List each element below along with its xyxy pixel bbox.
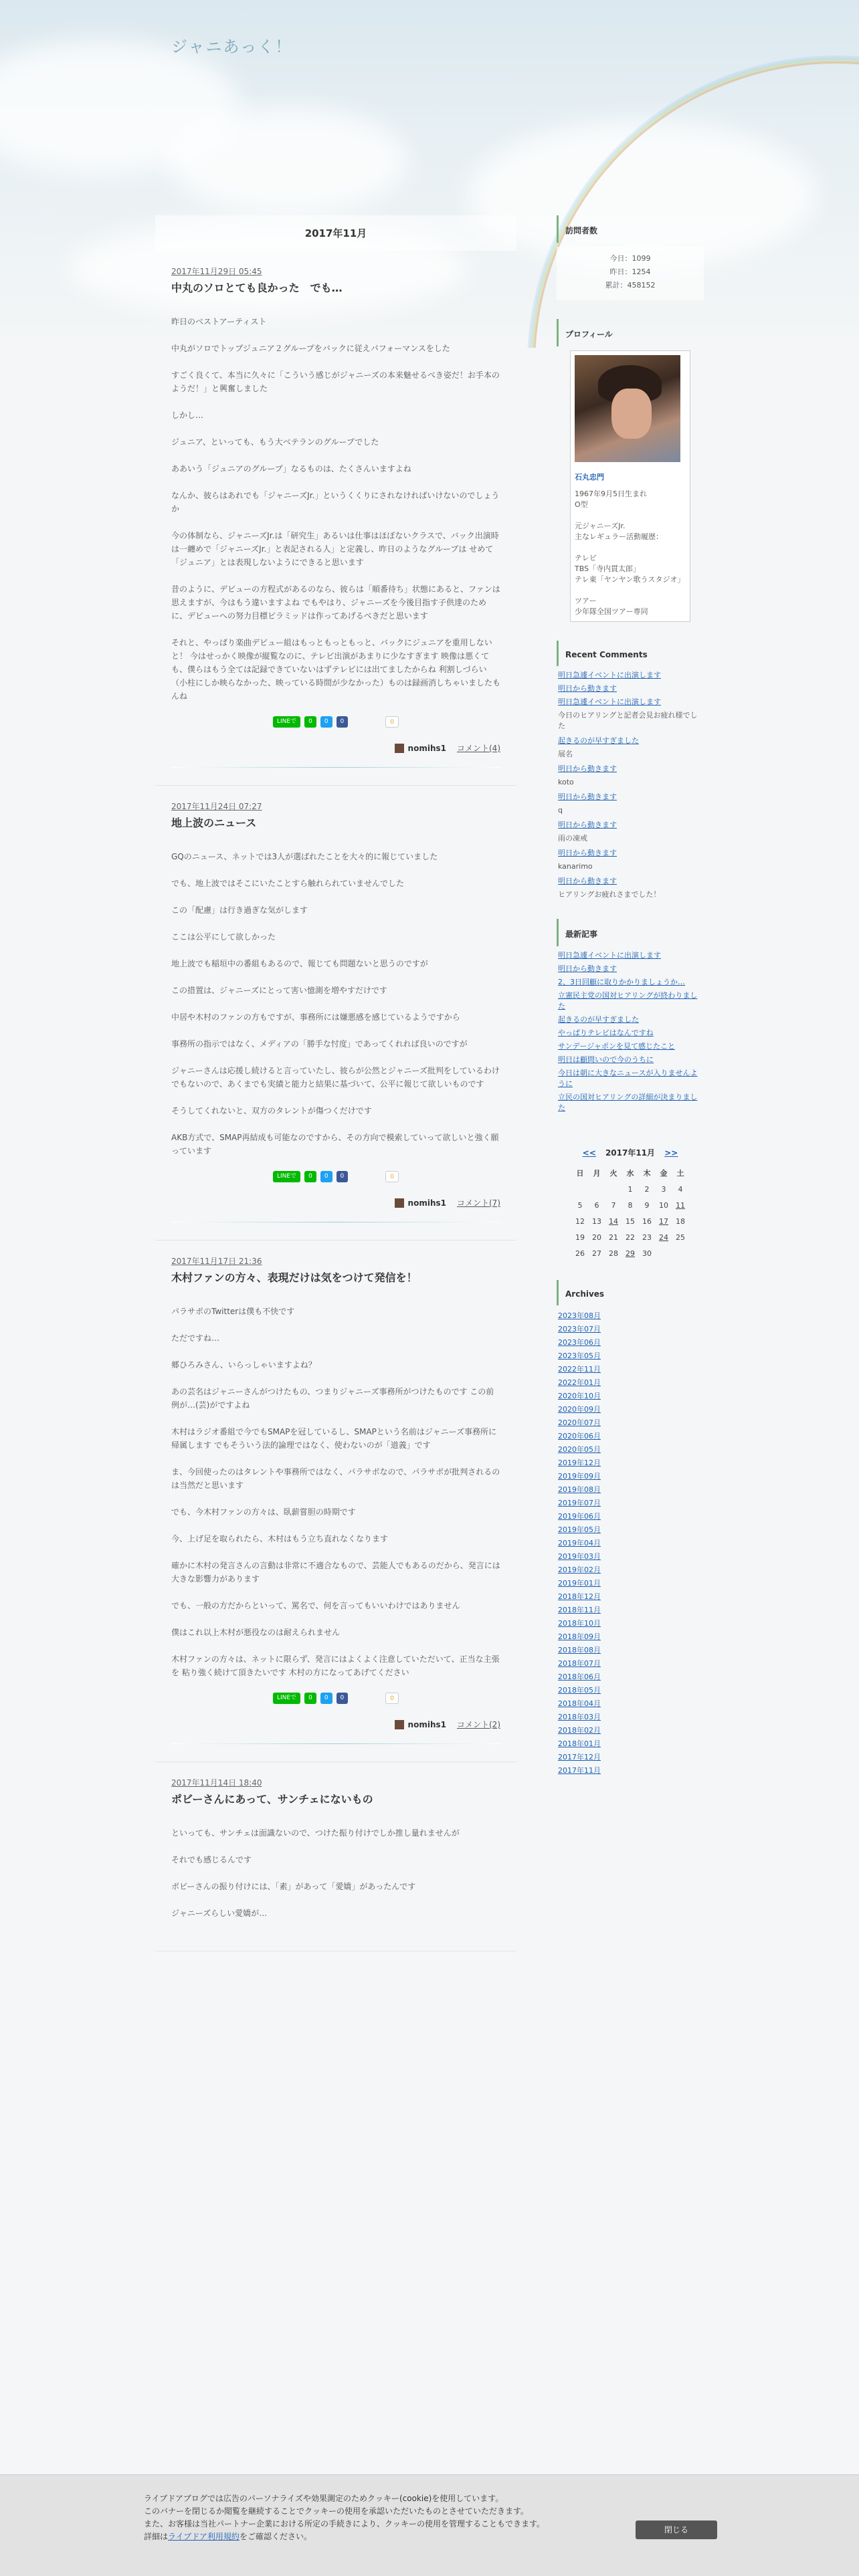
comment-link[interactable]: コメント(2) — [457, 1720, 500, 1729]
archive-link[interactable]: 2018年12月 — [558, 1592, 601, 1601]
post-list — [155, 251, 516, 1951]
recent-post-link[interactable]: 明日から動きます — [558, 964, 617, 973]
calendar-day: 25 — [676, 1232, 685, 1242]
calendar-day — [605, 1181, 622, 1197]
calendar-day[interactable]: 14 — [609, 1216, 618, 1226]
archive-link[interactable]: 2019年03月 — [558, 1552, 601, 1561]
post-paragraph: 中居や木村のファンの方もですが、事務所には嫌悪感を感じているようですから — [171, 1012, 460, 1022]
calendar-day: 28 — [609, 1249, 618, 1258]
archive-link[interactable]: 2019年08月 — [558, 1485, 601, 1494]
facebook-like-button[interactable]: 0 — [337, 1693, 349, 1704]
post-paragraph: それと、やっぱり楽曲デビュー組はもっともっともっと、バックにジュニアを重用しないと！ 今はせっかく映像が縦覧なのに、テレビ出演があまりに少なすぎます 映像は悪くても、僕らはもう全ては記録できていないはずテレビには出てましたからね 利割しづらい（小柱にしか映らなかった、映っている時間が少なかった）ものは録画消しちゃいましたもんね — [171, 638, 501, 701]
post-paragraph: 木村はラジオ番組で今でもSMAPを冠しているし、SMAPという名前はジャニーズ事務所に帰属します でもそういう法的論理ではなく、使わないのが「道義」です — [171, 1427, 496, 1450]
post-meta — [171, 742, 500, 754]
calendar-day: 5 — [577, 1200, 583, 1210]
calendar-day: 26 — [575, 1249, 585, 1258]
archive-link[interactable]: 2018年11月 — [558, 1606, 601, 1614]
archive-link[interactable]: 2023年05月 — [558, 1352, 601, 1360]
archive-link[interactable]: 2017年11月 — [558, 1766, 601, 1775]
calendar-day[interactable]: 29 — [626, 1249, 635, 1258]
archive-link[interactable]: 2019年07月 — [558, 1499, 601, 1507]
post-date-link[interactable]: 2017年11月24日 07:27 — [171, 802, 262, 811]
profile-widget — [557, 319, 704, 622]
recent-post-link[interactable]: 2、3日回顧に取りかかりましょうか… — [558, 978, 685, 986]
post-paragraph: 木村ファンの方々は、ネットに限らず、発言にはよくよく注意していただいて、正当な主張を 粘り強く続けて頂きたいです 木村の方になってあげてください — [171, 1654, 500, 1677]
archive-link[interactable]: 2019年01月 — [558, 1579, 601, 1588]
archives-widget — [557, 1280, 704, 1778]
archive-link[interactable]: 2019年09月 — [558, 1472, 601, 1481]
archive-link[interactable]: 2020年10月 — [558, 1392, 601, 1400]
archive-link[interactable]: 2019年05月 — [558, 1525, 601, 1534]
post-paragraph: でも、一般の方だからといって、罵名で、何を言ってもいいわけではありません — [171, 1601, 460, 1610]
cookie-banner — [0, 2474, 859, 2576]
post-paragraph: 僕はこれ以上木村が悪役なのは耐えられません — [171, 1628, 341, 1637]
line-count-button[interactable]: 0 — [304, 716, 316, 728]
recent-posts-widget — [557, 919, 704, 1113]
share-buttons — [171, 716, 500, 728]
post-title[interactable]: ポビーさんにあって、サンチェにないもの — [171, 1793, 373, 1806]
calendar-day[interactable]: 17 — [659, 1216, 668, 1226]
post-paragraph: でも、地上波ではそこにいたことすら触れられていませんでした — [171, 879, 405, 888]
author-avatar-icon — [395, 1198, 404, 1208]
calendar-month: 2017年11月 — [605, 1148, 656, 1158]
post-body — [171, 1305, 500, 1679]
widget-heading: 最新記事 — [557, 919, 704, 946]
post-meta — [171, 1719, 500, 1730]
calendar-day: 15 — [626, 1216, 635, 1226]
post-paragraph: それでも感じるんです — [171, 1855, 252, 1864]
author-avatar-icon — [395, 1720, 404, 1729]
share-buttons — [171, 1693, 500, 1704]
blog-post — [155, 1241, 516, 1762]
calendar-weekday: 金 — [660, 1169, 668, 1178]
widget-heading: Recent Comments — [557, 641, 704, 666]
comment-link[interactable]: コメント(4) — [457, 744, 500, 753]
post-title[interactable]: 木村ファンの方々、表現だけは気をつけて発信を！ — [171, 1271, 417, 1284]
calendar-weekday: 火 — [609, 1169, 617, 1178]
post-paragraph: 昔のように、デビューの方程式があるのなら、彼らは「順番待ち」状態にあると、ファンは思えますが、今はもう違いますよね でもやはり、ジャニーズを今後目指す子供達のために、デビューへの努力目標ピラミッドは作ってあげるべきだと思います — [171, 584, 500, 621]
calendar-day[interactable]: 24 — [659, 1232, 668, 1242]
post-paragraph: 今、上げ足を取られたら、木村はもう立ち直れなくなります — [171, 1534, 389, 1543]
post-paragraph: ポビーさんの振り付けには、「素」があって「愛嬌」があったんです — [171, 1882, 416, 1891]
post-paragraph: なんか、彼らはあれでも「ジャニーズJr.」というくくりにされなければいけないのでしょうか — [171, 491, 500, 514]
blog-post — [155, 251, 516, 786]
archive-link[interactable]: 2023年08月 — [558, 1311, 601, 1320]
archive-link[interactable]: 2020年06月 — [558, 1432, 601, 1440]
profile-photo — [575, 355, 680, 462]
calendar-prev-link[interactable]: << — [582, 1148, 596, 1158]
line-share-button[interactable]: LINEで — [273, 716, 300, 728]
month-heading: 2017年11月 — [155, 215, 516, 251]
calendar-widget — [557, 1147, 704, 1261]
calendar-day: 21 — [609, 1232, 618, 1242]
profile-name[interactable]: 石丸忠門 — [575, 473, 604, 481]
recent-post-link[interactable]: 立憲民主党の国対ヒアリングが終わりました — [558, 991, 698, 1010]
twitter-share-button[interactable]: 0 — [320, 1693, 332, 1704]
calendar-next-link[interactable]: >> — [664, 1148, 678, 1158]
calendar-day — [572, 1181, 589, 1197]
post-paragraph: 地上波でも稲垣中の番組もあるので、報じても問題ないと思うのですが — [171, 959, 428, 968]
blog-post — [155, 1762, 516, 1951]
hatena-bookmark-button[interactable]: 0 — [385, 716, 399, 728]
post-paragraph: しかし… — [171, 411, 204, 420]
recent-comment-author: q — [558, 806, 563, 815]
calendar-day: 1 — [628, 1184, 633, 1194]
archive-link[interactable]: 2018年10月 — [558, 1619, 601, 1628]
archive-link[interactable]: 2018年02月 — [558, 1726, 601, 1735]
post-paragraph: 今の体制なら、ジャニーズJr.は「研究生」あるいは仕事はほぼないクラスで、バック出演時は一纏めで「ジャニーズJr.」と表記される人」と定義し、昨日のようなグループは せめて「ジュニア」とは表現しないようにできると思います — [171, 531, 499, 567]
archive-link[interactable]: 2020年09月 — [558, 1405, 601, 1414]
post-author[interactable] — [395, 744, 446, 753]
recent-comment-author: 雨の凍戒 — [558, 834, 587, 843]
calendar-day: 12 — [575, 1216, 585, 1226]
post-author[interactable] — [395, 1198, 446, 1208]
recent-comment-link[interactable]: 明日から動きます — [558, 792, 617, 801]
archive-link[interactable]: 2018年03月 — [558, 1713, 601, 1721]
calendar-day: 6 — [594, 1200, 599, 1210]
post-paragraph: パラサポのTwitterは僕も不快です — [171, 1307, 295, 1316]
calendar-day: 4 — [678, 1184, 683, 1194]
archive-link[interactable]: 2018年04月 — [558, 1699, 601, 1708]
archive-link[interactable]: 2018年05月 — [558, 1686, 601, 1695]
calendar-day: 18 — [676, 1216, 685, 1226]
archive-link[interactable]: 2020年05月 — [558, 1445, 601, 1454]
archive-link[interactable]: 2017年12月 — [558, 1753, 601, 1761]
post-paragraph: ジュニア、といっても、もう大ベテランのグループでした — [171, 437, 379, 447]
recent-comment-link[interactable]: 明日から動きます — [558, 821, 617, 829]
archive-link[interactable]: 2020年07月 — [558, 1418, 601, 1427]
cookie-line: 詳細はライブドア利用規約をご確認ください。 — [144, 2532, 312, 2541]
recent-comments-widget — [557, 641, 704, 900]
post-divider — [171, 1743, 500, 1744]
calendar-day: 16 — [642, 1216, 652, 1226]
recent-comment-link[interactable]: 起きるのが早すぎました — [558, 736, 639, 745]
recent-comment-link[interactable]: 明日から動きます — [558, 849, 617, 857]
post-paragraph: ここは公平にして欲しかった — [171, 932, 276, 942]
post-paragraph: GQのニュース、ネットでは3人が選ばれたことを大々的に報じていました — [171, 852, 438, 861]
archive-link[interactable]: 2018年07月 — [558, 1659, 601, 1668]
recent-post-link[interactable]: 起きるのが早すぎました — [558, 1015, 639, 1024]
calendar-day: 30 — [642, 1249, 652, 1258]
post-paragraph: この「配慮」は行き過ぎな気がします — [171, 905, 308, 915]
counter-total: 累計：458152 — [605, 281, 656, 290]
recent-comment-author: kanarimo — [558, 862, 593, 871]
archive-link[interactable]: 2019年12月 — [558, 1459, 601, 1467]
calendar-day[interactable]: 11 — [676, 1200, 685, 1210]
archive-link[interactable]: 2018年01月 — [558, 1739, 601, 1748]
recent-post-link[interactable]: 立民の国対ヒアリングの詳細が決まりました — [558, 1093, 698, 1112]
calendar-day: 20 — [592, 1232, 601, 1242]
calendar-day — [672, 1245, 689, 1261]
post-paragraph: ま、今回使ったのはタレントや事務所ではなく、パラサポなので、パラサポが批判されるのは当然だと思います — [171, 1467, 500, 1490]
calendar-table — [572, 1165, 689, 1261]
comment-link[interactable]: コメント(7) — [457, 1198, 500, 1208]
archive-link[interactable]: 2019年04月 — [558, 1539, 601, 1547]
counter-yesterday: 昨日：1254 — [609, 267, 651, 276]
archive-link[interactable]: 2023年06月 — [558, 1338, 601, 1347]
recent-post-link[interactable]: 今日は朝に大きなニュースが入りませんように — [558, 1069, 698, 1088]
recent-post-link[interactable]: 明日急遽イベントに出演します — [558, 951, 661, 960]
calendar-day: 22 — [626, 1232, 635, 1242]
recent-post-link[interactable]: やっぱりテレビはなんですね — [558, 1029, 654, 1037]
author-name[interactable]: nomihs1 — [407, 1198, 446, 1208]
line-share-button[interactable]: LINEで — [273, 1171, 300, 1182]
post-paragraph: 事務所の指示ではなく、メディアの「勝手な忖度」であってくれれば良いのですが — [171, 1039, 468, 1049]
hatena-bookmark-button[interactable]: 0 — [385, 1171, 399, 1182]
author-name[interactable]: nomihs1 — [407, 743, 446, 753]
archive-link[interactable]: 2018年08月 — [558, 1646, 601, 1654]
post-paragraph: ああいう「ジュニアのグループ」なるものは、たくさんいますよね — [171, 464, 411, 473]
post-author[interactable] — [395, 1720, 446, 1729]
recent-post-link[interactable]: 明日は顧問いので今のうちに — [558, 1055, 654, 1064]
recent-comment-link[interactable]: 明日から動きます — [558, 684, 617, 693]
recent-post-link[interactable]: サンデージャポンを見て感じたこと — [558, 1042, 676, 1051]
twitter-share-button[interactable]: 0 — [320, 716, 332, 728]
post-date-link[interactable]: 2017年11月29日 05:45 — [171, 267, 262, 276]
widget-heading: プロフィール — [557, 319, 704, 346]
facebook-like-button[interactable]: 0 — [337, 1171, 349, 1182]
post-paragraph: でも、今木村ファンの方々は、臥薪嘗胆の時期です — [171, 1507, 356, 1517]
recent-comment-link[interactable]: 明日急遽イベントに出演します — [558, 697, 661, 706]
profile-text: 1967年9月5日生まれ O型 元ジャニーズJr. 主なレギュラー活動履歴： テレビ TBS「寺内貫太郎」 テレ東「ヤンヤン歌うスタジオ」 ツアー 少年隊全国ツアー専同 — [575, 490, 685, 616]
cookie-text — [144, 2492, 612, 2543]
calendar-day: 27 — [592, 1249, 601, 1258]
twitter-share-button[interactable]: 0 — [320, 1171, 332, 1182]
calendar-day: 10 — [659, 1200, 668, 1210]
calendar-weekday: 水 — [626, 1169, 634, 1178]
post-paragraph: ジャニーさんは応援し続けると言っていたし、彼らが公然とジャニーズ批判をしているわけでもないので、あくまでも実績と能力と結果に基づいて、公平に報じて欲しいものです — [171, 1066, 500, 1089]
main-column — [155, 215, 516, 1951]
archive-link[interactable]: 2022年11月 — [558, 1365, 601, 1374]
post-title[interactable]: 地上波のニュース — [171, 817, 257, 829]
share-buttons — [171, 1171, 500, 1182]
counter-today: 今日：1099 — [609, 254, 651, 263]
recent-comment-link[interactable]: 明日急遽イベントに出演します — [558, 671, 661, 679]
archive-link[interactable]: 2023年07月 — [558, 1325, 601, 1333]
calendar-day: 9 — [644, 1200, 650, 1210]
post-body — [171, 850, 500, 1158]
calendar-day: 3 — [661, 1184, 666, 1194]
widget-heading: 訪問者数 — [557, 215, 704, 243]
recent-comment-link[interactable]: 明日から動きます — [558, 764, 617, 773]
calendar-day — [589, 1181, 605, 1197]
post-paragraph: あの芸名はジャニーさんがつけたもの、つまりジャニーズ事務所がつけたものです この前例が…(芸)がですよね — [171, 1387, 494, 1410]
calendar-weekday: 月 — [593, 1169, 601, 1178]
recent-comment-link[interactable]: 明日から動きます — [558, 877, 617, 885]
post-date-link[interactable]: 2017年11月14日 18:40 — [171, 1778, 262, 1788]
cookie-line: ライブドアブログでは広告のパーソナライズや効果測定のためクッキー(cookie)を使用しています。 — [144, 2494, 504, 2503]
calendar-weekday: 土 — [676, 1169, 684, 1178]
line-count-button[interactable]: 0 — [304, 1693, 316, 1704]
recent-comment-author: 今日のヒアリングと記者会見お疲れ様でした — [558, 711, 698, 730]
line-count-button[interactable]: 0 — [304, 1171, 316, 1182]
archive-link[interactable]: 2022年01月 — [558, 1378, 601, 1387]
calendar-day — [656, 1245, 672, 1261]
post-paragraph: 確かに木村の発言さんの言動は非常に不適合なもので、芸能人でもあるのだから、発言には大きな影響力があります — [171, 1561, 500, 1584]
line-share-button[interactable]: LINEで — [273, 1693, 300, 1704]
calendar-day: 8 — [628, 1200, 633, 1210]
post-paragraph: 昨日のベストアーティスト — [171, 317, 267, 326]
post-body — [171, 1826, 500, 1920]
post-paragraph: ただですね… — [171, 1333, 220, 1343]
policy-link[interactable]: ライブドア利用規約 — [168, 2532, 240, 2541]
recent-comment-author: 展名 — [558, 750, 573, 758]
post-paragraph: 郷ひろみさん、いらっしゃいますよね？ — [171, 1360, 316, 1370]
post-paragraph: といっても、サンチェは面識ないので、つけた振り付けでしか推し量れませんが — [171, 1828, 460, 1838]
author-name[interactable]: nomihs1 — [407, 1719, 446, 1729]
post-paragraph: この措置は、ジャニーズにとって害い憶測を増やすだけです — [171, 986, 387, 995]
post-paragraph: すごく良くて、本当に久々に「こういう感じがジャニーズの本来魅せるべき姿だ！お手本のようだ！」と興奮しました — [171, 370, 500, 393]
hatena-bookmark-button[interactable]: 0 — [385, 1693, 399, 1704]
post-body — [171, 315, 500, 703]
cookie-close-button[interactable]: 閉じる — [636, 2520, 717, 2539]
archive-link[interactable]: 2019年06月 — [558, 1512, 601, 1521]
blog-post — [155, 786, 516, 1241]
calendar-weekday: 日 — [576, 1169, 584, 1178]
post-paragraph: 中丸がソロでトップジュニア２グループをバックに従えパフォーマンスをした — [171, 344, 450, 353]
post-meta — [171, 1197, 500, 1208]
post-divider — [171, 767, 500, 768]
recent-comment-author: koto — [558, 778, 574, 786]
widget-heading: Archives — [557, 1280, 704, 1305]
post-paragraph: ジャニーズらしい愛嬌が… — [171, 1909, 268, 1918]
post-title[interactable]: 中丸のソロとても良かった でも… — [171, 282, 343, 294]
calendar-day: 2 — [644, 1184, 650, 1194]
visitor-counter-widget — [557, 215, 704, 300]
post-date-link[interactable]: 2017年11月17日 21:36 — [171, 1257, 262, 1266]
sidebar — [557, 215, 704, 1796]
archive-link[interactable]: 2019年02月 — [558, 1566, 601, 1574]
archive-link[interactable]: 2018年06月 — [558, 1673, 601, 1681]
cookie-line: また、お客様は当社パートナー企業における所定の手続きにより、クッキーの使用を管理することもできます。 — [144, 2519, 545, 2529]
site-title[interactable]: ジャニあっく！ — [171, 37, 293, 56]
cookie-line: このバナーを閉じるか閲覧を継続することでクッキーの使用を承認いただいたものとさせていただきます。 — [144, 2506, 529, 2516]
facebook-like-button[interactable]: 0 — [337, 716, 349, 728]
calendar-day: 19 — [575, 1232, 585, 1242]
calendar-day: 13 — [592, 1216, 601, 1226]
recent-comment-author: ヒアリングお疲れさまでした！ — [558, 890, 661, 899]
calendar-day: 23 — [642, 1232, 652, 1242]
post-paragraph: そうしてくれないと、双方のタレントが傷つくだけです — [171, 1106, 372, 1115]
archive-link[interactable]: 2018年09月 — [558, 1632, 601, 1641]
author-avatar-icon — [395, 744, 404, 753]
calendar-weekday: 木 — [643, 1169, 651, 1178]
post-paragraph: AKB方式で、SMAP再結成も可能なのですから、その方向で模索していって欲しいと強く願っています — [171, 1133, 499, 1156]
calendar-day: 7 — [611, 1200, 616, 1210]
